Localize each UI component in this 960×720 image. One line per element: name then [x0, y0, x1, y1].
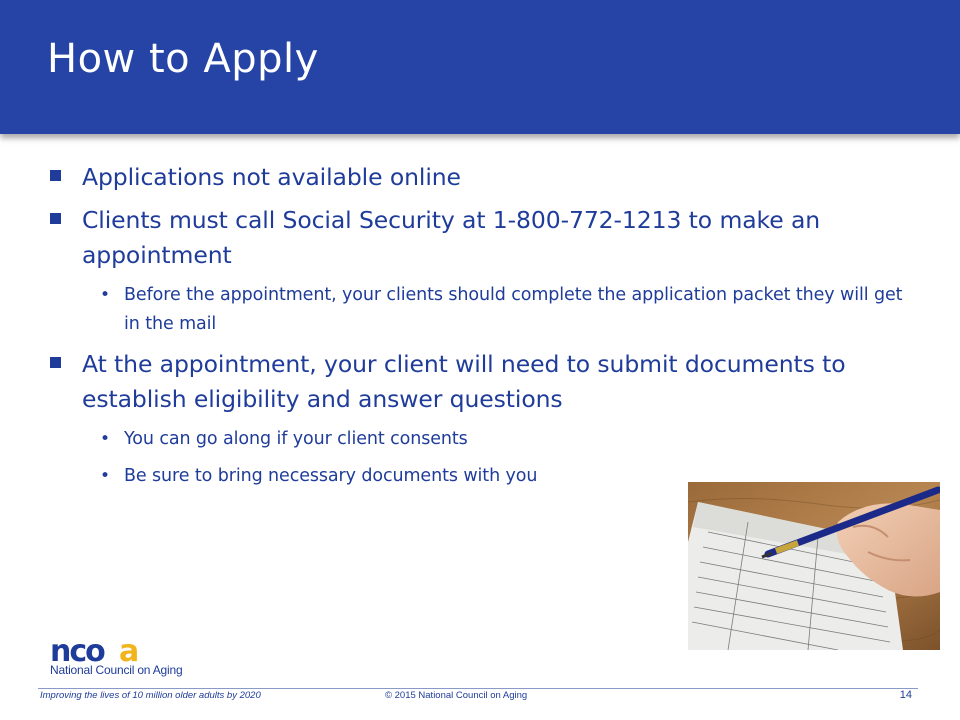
- title-bar: [0, 0, 960, 134]
- svg-text:nco: nco: [50, 636, 104, 664]
- sub-bullet-text: Be sure to bring necessary documents with you: [124, 466, 538, 486]
- round-bullet-icon: •: [100, 466, 110, 486]
- svg-text:a: a: [119, 636, 140, 664]
- sub-bullet-text: You can go along if your client consents: [124, 429, 468, 449]
- footer-copyright: © 2015 National Council on Aging: [385, 690, 528, 701]
- ncoa-wordmark-logo: [50, 636, 150, 664]
- bullet-text: Clients must call Social Security at 1-800-772-1213 to make an appointment: [82, 206, 821, 269]
- hand-writing-image: [688, 482, 940, 650]
- footer-tagline: Improving the lives of 10 million older adults by 2020: [40, 690, 261, 701]
- logo-subtitle: National Council on Aging: [50, 663, 183, 677]
- bullet-item: [40, 347, 920, 417]
- sub-bullet-item: [40, 425, 920, 454]
- square-bullet-icon: [50, 213, 61, 224]
- page-number: 14: [899, 689, 912, 701]
- sub-bullet-item: [40, 281, 920, 339]
- bullet-text: Applications not available online: [82, 163, 461, 191]
- ncoa-logo: [50, 636, 210, 682]
- square-bullet-icon: [50, 170, 61, 181]
- slide-body: [40, 160, 920, 499]
- slide-title: How to Apply: [47, 36, 319, 82]
- bullet-item: [40, 160, 920, 195]
- square-bullet-icon: [50, 357, 61, 368]
- bullet-text: At the appointment, your client will need to submit documents to establish eligibility and answer questions: [82, 350, 846, 413]
- form-writing-photo: [688, 482, 940, 650]
- round-bullet-icon: •: [100, 429, 110, 449]
- sub-bullet-text: Before the appointment, your clients should complete the application packet they will get in the mail: [124, 285, 903, 334]
- round-bullet-icon: •: [100, 285, 110, 305]
- bullet-item: [40, 203, 920, 273]
- footer-divider: [38, 688, 918, 689]
